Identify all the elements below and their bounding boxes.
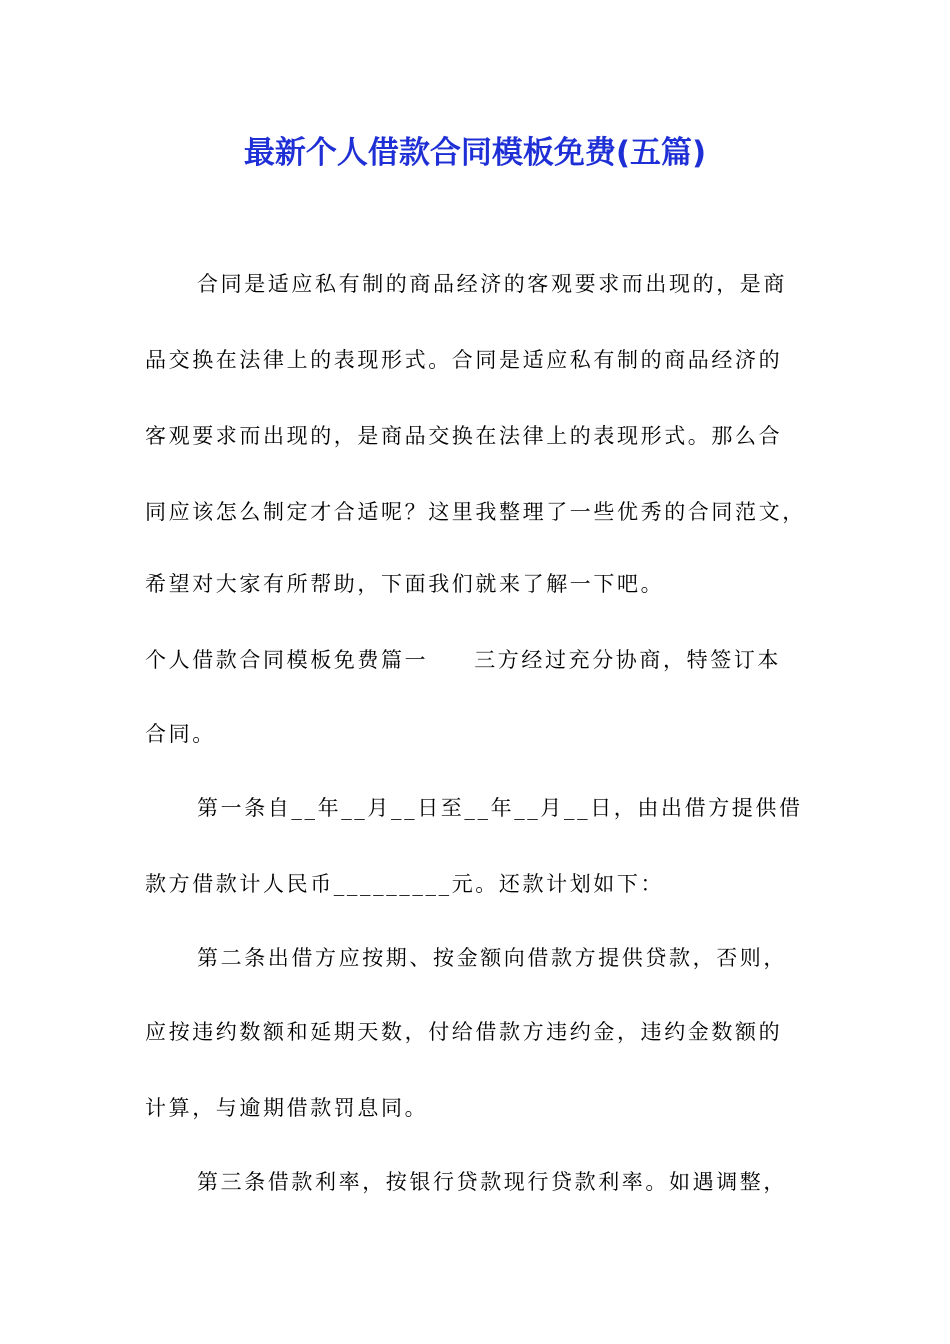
article-line: 应按违约数额和延期天数，付给借款方违约金，违约金数额的 — [145, 1020, 783, 1044]
section-heading: 个人借款合同模板免费篇一 — [145, 648, 429, 672]
document-title: 最新个人借款合同模板免费(五篇) — [243, 135, 707, 171]
paragraph-line: 同应该怎么制定才合适呢？这里我整理了一些优秀的合同范文， — [145, 500, 806, 524]
section-heading-line — [145, 642, 781, 678]
paragraph-line: 客观要求而出现的，是商品交换在法律上的表现形式。那么合 — [145, 424, 783, 448]
article-line: 第三条借款利率，按银行贷款现行贷款利率。如遇调整， — [197, 1170, 787, 1194]
paragraph-line: 合同是适应私有制的商品经济的客观要求而出现的，是商 — [197, 272, 787, 296]
section-intro-text: 三方经过充分协商，特签订本 — [474, 648, 782, 672]
article-line: 款方借款计人民币_________元。还款计划如下： — [145, 872, 665, 896]
paragraph-line: 希望对大家有所帮助，下面我们就来了解一下吧。 — [145, 572, 665, 596]
article-line: 第一条自__年__月__日至__年__月__日，由出借方提供借 — [197, 796, 803, 820]
article-line: 第二条出借方应按期、按金额向借款方提供贷款，否则， — [197, 946, 787, 970]
paragraph-line: 合同。 — [145, 722, 216, 746]
paragraph-line: 品交换在法律上的表现形式。合同是适应私有制的商品经济的 — [145, 348, 783, 372]
article-line: 计算，与逾期借款罚息同。 — [145, 1096, 429, 1120]
